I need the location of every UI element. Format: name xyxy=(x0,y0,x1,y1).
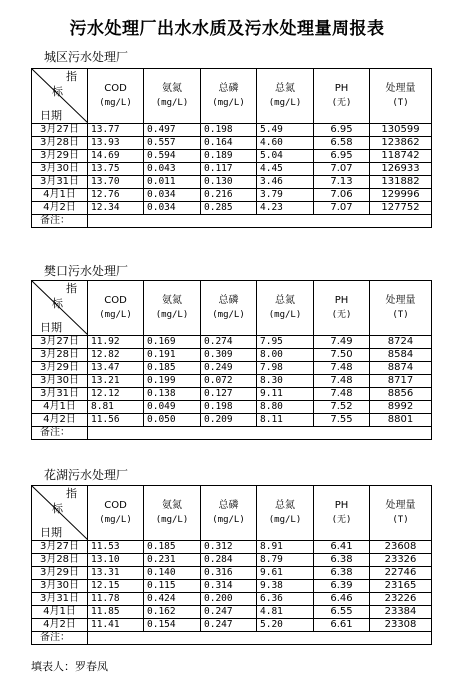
cod-cell: 11.53 xyxy=(88,541,144,554)
column-name: 处理量 xyxy=(385,83,416,94)
plant-table xyxy=(31,280,432,440)
plant-table xyxy=(31,68,432,228)
nh3n-cell: 0.140 xyxy=(144,567,201,580)
table-row xyxy=(32,606,432,619)
corner-date-label: 日期 xyxy=(40,109,62,122)
ph-cell: 6.55 xyxy=(314,606,370,619)
cod-header xyxy=(88,486,144,541)
tn-cell: 9.11 xyxy=(257,388,314,401)
ph-cell: 6.58 xyxy=(314,137,370,150)
header-row xyxy=(32,69,432,124)
nh3n-cell: 0.049 xyxy=(144,401,201,414)
tn-cell: 5.04 xyxy=(257,150,314,163)
column-name: 总氮 xyxy=(275,500,295,511)
nh3n-cell: 0.557 xyxy=(144,137,201,150)
tp-cell: 0.274 xyxy=(201,336,257,349)
nh3n-header xyxy=(144,281,201,336)
ph-cell: 6.39 xyxy=(314,580,370,593)
date-cell: 3月30日 xyxy=(32,580,88,593)
column-name: 氨氮 xyxy=(162,295,182,306)
date-cell: 3月27日 xyxy=(32,541,88,554)
header-corner-cell xyxy=(32,281,88,336)
column-name: 总氮 xyxy=(275,295,295,306)
tp-cell: 0.247 xyxy=(201,619,257,632)
ph-header xyxy=(314,486,370,541)
tp-cell: 0.164 xyxy=(201,137,257,150)
nh3n-cell: 0.231 xyxy=(144,554,201,567)
tn-cell: 5.20 xyxy=(257,619,314,632)
column-name: COD xyxy=(104,295,127,306)
nh3n-header xyxy=(144,486,201,541)
cod-cell: 11.41 xyxy=(88,619,144,632)
nh3n-cell: 0.162 xyxy=(144,606,201,619)
volume-cell: 8801 xyxy=(370,414,432,427)
note-row xyxy=(32,427,432,440)
cod-header xyxy=(88,281,144,336)
note-value-cell xyxy=(88,427,432,440)
table-row xyxy=(32,414,432,427)
cod-cell: 12.82 xyxy=(88,349,144,362)
table-row xyxy=(32,554,432,567)
ph-cell: 6.38 xyxy=(314,554,370,567)
tp-cell: 0.216 xyxy=(201,189,257,202)
date-cell: 4月2日 xyxy=(32,202,88,215)
tn-cell: 8.11 xyxy=(257,414,314,427)
ph-cell: 7.48 xyxy=(314,362,370,375)
date-cell: 3月27日 xyxy=(32,336,88,349)
cod-cell: 12.12 xyxy=(88,388,144,401)
volume-cell: 131882 xyxy=(370,176,432,189)
tn-cell: 4.81 xyxy=(257,606,314,619)
cod-cell: 12.76 xyxy=(88,189,144,202)
tp-header xyxy=(201,281,257,336)
tp-cell: 0.309 xyxy=(201,349,257,362)
ph-cell: 6.46 xyxy=(314,593,370,606)
plant-table xyxy=(31,485,432,645)
nh3n-cell: 0.424 xyxy=(144,593,201,606)
nh3n-cell: 0.138 xyxy=(144,388,201,401)
volume-cell: 8874 xyxy=(370,362,432,375)
table-row xyxy=(32,580,432,593)
header-corner-cell xyxy=(32,69,88,124)
column-name: PH xyxy=(334,500,349,511)
date-cell: 3月28日 xyxy=(32,349,88,362)
ph-cell: 7.07 xyxy=(314,163,370,176)
date-cell: 3月29日 xyxy=(32,567,88,580)
column-unit: (mg/L) xyxy=(212,310,245,320)
plant-name: 花湖污水处理厂 xyxy=(44,468,129,482)
date-cell: 3月31日 xyxy=(32,388,88,401)
tn-cell: 8.79 xyxy=(257,554,314,567)
tp-header xyxy=(201,69,257,124)
column-unit: (无) xyxy=(331,98,352,108)
volume-cell: 123862 xyxy=(370,137,432,150)
header-row xyxy=(32,486,432,541)
note-label: 备注： xyxy=(32,427,88,440)
nh3n-cell: 0.011 xyxy=(144,176,201,189)
volume-cell: 8992 xyxy=(370,401,432,414)
table-row xyxy=(32,124,432,137)
column-unit: (mg/L) xyxy=(212,515,245,525)
tn-header xyxy=(257,281,314,336)
note-row xyxy=(32,215,432,228)
tn-cell: 8.30 xyxy=(257,375,314,388)
volume-cell: 129996 xyxy=(370,189,432,202)
ph-cell: 7.06 xyxy=(314,189,370,202)
table-row xyxy=(32,593,432,606)
tn-cell: 8.80 xyxy=(257,401,314,414)
tn-cell: 3.46 xyxy=(257,176,314,189)
header-corner-cell xyxy=(32,486,88,541)
table-row xyxy=(32,349,432,362)
table-row xyxy=(32,137,432,150)
volume-cell: 22746 xyxy=(370,567,432,580)
date-cell: 3月28日 xyxy=(32,137,88,150)
tn-header xyxy=(257,486,314,541)
date-cell: 3月31日 xyxy=(32,176,88,189)
volume-cell: 127752 xyxy=(370,202,432,215)
cod-cell: 13.21 xyxy=(88,375,144,388)
ph-cell: 6.95 xyxy=(314,150,370,163)
volume-cell: 118742 xyxy=(370,150,432,163)
column-name: 总磷 xyxy=(218,295,239,306)
table-row xyxy=(32,375,432,388)
corner-date-label: 日期 xyxy=(40,526,62,539)
tn-cell: 4.45 xyxy=(257,163,314,176)
tp-cell: 0.247 xyxy=(201,606,257,619)
nh3n-cell: 0.185 xyxy=(144,541,201,554)
nh3n-cell: 0.034 xyxy=(144,202,201,215)
table-row xyxy=(32,163,432,176)
cod-header xyxy=(88,69,144,124)
note-label: 备注： xyxy=(32,632,88,645)
tp-cell: 0.198 xyxy=(201,124,257,137)
column-unit: (mg/L) xyxy=(268,515,302,525)
volume-cell: 126933 xyxy=(370,163,432,176)
tp-cell: 0.189 xyxy=(201,150,257,163)
column-name: 总磷 xyxy=(218,500,239,511)
tp-cell: 0.200 xyxy=(201,593,257,606)
date-cell: 3月29日 xyxy=(32,150,88,163)
date-cell: 3月28日 xyxy=(32,554,88,567)
nh3n-cell: 0.169 xyxy=(144,336,201,349)
cod-cell: 13.75 xyxy=(88,163,144,176)
corner-mark-label: 标 xyxy=(52,502,63,515)
ph-cell: 7.49 xyxy=(314,336,370,349)
volume-cell: 8584 xyxy=(370,349,432,362)
table-row xyxy=(32,541,432,554)
ph-cell: 7.52 xyxy=(314,401,370,414)
column-unit: (mg/L) xyxy=(99,98,132,108)
nh3n-cell: 0.185 xyxy=(144,362,201,375)
corner-indicator-label: 指 xyxy=(66,70,77,83)
corner-indicator-label: 指 xyxy=(66,487,77,500)
tn-cell: 9.61 xyxy=(257,567,314,580)
date-cell: 3月27日 xyxy=(32,124,88,137)
note-value-cell xyxy=(88,215,432,228)
cod-cell: 13.31 xyxy=(88,567,144,580)
ph-cell: 7.55 xyxy=(314,414,370,427)
tp-cell: 0.249 xyxy=(201,362,257,375)
filler-label: 填表人：罗春凤 xyxy=(31,660,108,673)
date-cell: 4月1日 xyxy=(32,606,88,619)
tp-cell: 0.285 xyxy=(201,202,257,215)
nh3n-cell: 0.594 xyxy=(144,150,201,163)
cod-cell: 12.34 xyxy=(88,202,144,215)
ph-cell: 7.13 xyxy=(314,176,370,189)
column-unit: (mg/L) xyxy=(99,515,132,525)
column-unit: (无) xyxy=(331,310,352,320)
date-cell: 4月2日 xyxy=(32,414,88,427)
table-row xyxy=(32,362,432,375)
tp-cell: 0.127 xyxy=(201,388,257,401)
nh3n-cell: 0.050 xyxy=(144,414,201,427)
corner-mark-label: 标 xyxy=(52,85,63,98)
column-unit: (mg/L) xyxy=(268,98,302,108)
column-name: 总磷 xyxy=(218,83,239,94)
corner-mark-label: 标 xyxy=(52,297,63,310)
cod-cell: 8.81 xyxy=(88,401,144,414)
nh3n-cell: 0.115 xyxy=(144,580,201,593)
corner-date-label: 日期 xyxy=(40,321,62,334)
nh3n-cell: 0.043 xyxy=(144,163,201,176)
tn-cell: 8.00 xyxy=(257,349,314,362)
cod-cell: 13.93 xyxy=(88,137,144,150)
volume-cell: 23608 xyxy=(370,541,432,554)
column-unit: (mg/L) xyxy=(155,98,189,108)
column-name: PH xyxy=(334,83,349,94)
tn-cell: 3.79 xyxy=(257,189,314,202)
date-cell: 4月1日 xyxy=(32,401,88,414)
volume-header xyxy=(370,69,432,124)
cod-cell: 13.47 xyxy=(88,362,144,375)
date-cell: 3月30日 xyxy=(32,375,88,388)
header-row xyxy=(32,281,432,336)
tn-cell: 7.95 xyxy=(257,336,314,349)
volume-cell: 23384 xyxy=(370,606,432,619)
nh3n-cell: 0.199 xyxy=(144,375,201,388)
nh3n-header xyxy=(144,69,201,124)
column-unit: (mg/L) xyxy=(99,310,132,320)
tp-cell: 0.284 xyxy=(201,554,257,567)
column-unit: (T) xyxy=(392,310,409,320)
ph-header xyxy=(314,281,370,336)
nh3n-cell: 0.191 xyxy=(144,349,201,362)
column-name: PH xyxy=(334,295,349,306)
tp-cell: 0.209 xyxy=(201,414,257,427)
ph-cell: 7.48 xyxy=(314,388,370,401)
table-row xyxy=(32,150,432,163)
table-row xyxy=(32,567,432,580)
volume-cell: 23226 xyxy=(370,593,432,606)
column-unit: (mg/L) xyxy=(268,310,302,320)
tp-cell: 0.117 xyxy=(201,163,257,176)
table-row xyxy=(32,202,432,215)
tp-cell: 0.312 xyxy=(201,541,257,554)
nh3n-cell: 0.497 xyxy=(144,124,201,137)
cod-cell: 12.15 xyxy=(88,580,144,593)
plant-name: 城区污水处理厂 xyxy=(44,50,129,64)
table-row xyxy=(32,176,432,189)
date-cell: 4月1日 xyxy=(32,189,88,202)
ph-cell: 6.61 xyxy=(314,619,370,632)
cod-cell: 11.92 xyxy=(88,336,144,349)
table-row xyxy=(32,388,432,401)
volume-header xyxy=(370,281,432,336)
date-cell: 3月29日 xyxy=(32,362,88,375)
date-cell: 3月30日 xyxy=(32,163,88,176)
note-label: 备注： xyxy=(32,215,88,228)
ph-header xyxy=(314,69,370,124)
tp-cell: 0.072 xyxy=(201,375,257,388)
table-row xyxy=(32,401,432,414)
ph-cell: 7.07 xyxy=(314,202,370,215)
ph-cell: 6.38 xyxy=(314,567,370,580)
tn-cell: 5.49 xyxy=(257,124,314,137)
volume-header xyxy=(370,486,432,541)
ph-cell: 6.95 xyxy=(314,124,370,137)
table-row xyxy=(32,189,432,202)
plant-name: 樊口污水处理厂 xyxy=(44,264,129,278)
ph-cell: 7.50 xyxy=(314,349,370,362)
tn-cell: 6.36 xyxy=(257,593,314,606)
tp-cell: 0.316 xyxy=(201,567,257,580)
tn-cell: 4.60 xyxy=(257,137,314,150)
table-row xyxy=(32,336,432,349)
cod-cell: 14.69 xyxy=(88,150,144,163)
tn-cell: 9.38 xyxy=(257,580,314,593)
volume-cell: 8717 xyxy=(370,375,432,388)
tn-cell: 7.98 xyxy=(257,362,314,375)
tn-cell: 4.23 xyxy=(257,202,314,215)
report-title: 污水处理厂出水水质及污水处理量周报表 xyxy=(69,19,385,39)
column-name: 处理量 xyxy=(385,295,416,306)
column-unit: (mg/L) xyxy=(155,515,189,525)
column-name: 氨氮 xyxy=(162,83,182,94)
column-name: 总氮 xyxy=(275,83,295,94)
column-name: COD xyxy=(104,83,127,94)
tn-cell: 8.91 xyxy=(257,541,314,554)
column-name: 氨氮 xyxy=(162,500,182,511)
column-unit: (T) xyxy=(392,515,409,525)
tp-cell: 0.198 xyxy=(201,401,257,414)
cod-cell: 13.70 xyxy=(88,176,144,189)
cod-cell: 11.78 xyxy=(88,593,144,606)
column-name: COD xyxy=(104,500,127,511)
volume-cell: 23326 xyxy=(370,554,432,567)
tp-header xyxy=(201,486,257,541)
volume-cell: 130599 xyxy=(370,124,432,137)
note-row xyxy=(32,632,432,645)
column-unit: (mg/L) xyxy=(212,98,245,108)
volume-cell: 23165 xyxy=(370,580,432,593)
date-cell: 3月31日 xyxy=(32,593,88,606)
cod-cell: 13.10 xyxy=(88,554,144,567)
nh3n-cell: 0.034 xyxy=(144,189,201,202)
column-unit: (无) xyxy=(331,515,352,525)
note-value-cell xyxy=(88,632,432,645)
column-unit: (mg/L) xyxy=(155,310,189,320)
column-name: 处理量 xyxy=(385,500,416,511)
column-unit: (T) xyxy=(392,98,409,108)
tn-header xyxy=(257,69,314,124)
tp-cell: 0.130 xyxy=(201,176,257,189)
volume-cell: 8856 xyxy=(370,388,432,401)
cod-cell: 13.77 xyxy=(88,124,144,137)
ph-cell: 6.41 xyxy=(314,541,370,554)
tp-cell: 0.314 xyxy=(201,580,257,593)
cod-cell: 11.56 xyxy=(88,414,144,427)
nh3n-cell: 0.154 xyxy=(144,619,201,632)
cod-cell: 11.85 xyxy=(88,606,144,619)
volume-cell: 23308 xyxy=(370,619,432,632)
date-cell: 4月2日 xyxy=(32,619,88,632)
volume-cell: 8724 xyxy=(370,336,432,349)
table-row xyxy=(32,619,432,632)
ph-cell: 7.48 xyxy=(314,375,370,388)
corner-indicator-label: 指 xyxy=(66,282,77,295)
